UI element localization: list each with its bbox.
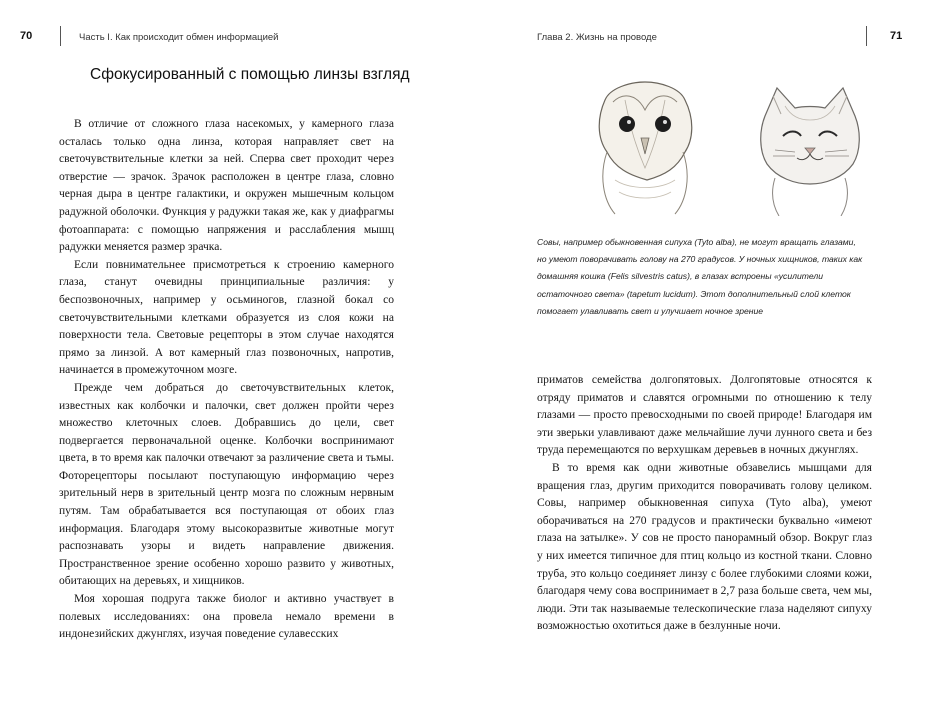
section-title: Сфокусированный с помощью линзы взгляд: [90, 66, 410, 83]
paragraph: В отличие от сложного глаза насекомых, у камерного глаза осталась только одна линза, которая направляет свет на светочувствительные клетки за ней. Сперва свет проходит через отверстие — зрачок. Зрачок расположен в центре глаза, словно черная дыра в центре галактики, и окружен мышечным кольцом радужной оболочки. Функция у радужки такая же, как у диафрагмы фотоаппарата: с помощью напряжения и расслабления мышц радужки меняется размер зрачка.: [59, 118, 394, 254]
paragraph: В то время как одни животные обзавелись мышцами для вращения глаз, другим приходится поворачивать голову целиком. Совы, например обыкновенная сипуха (Tyto alba), умеют оборачиваться на 270 градусов и практически буквально «имеют глаза на затылке». У сов не просто панорамный обзор. Вокруг глаз у них имеется типичное для птиц кольцо из костной ткани. Словно труба, это кольцо соединяет линзу с более глубокими слоями кожи, благодаря чему сова воспринимает в 2,7 раза больше света, чем мы, люди. Эти так называемые телескопические глаза наделяют сипуху возможностью охотиться даже в безлунные ночи.: [537, 461, 872, 633]
right-body-text: [537, 372, 872, 636]
paragraph: Моя хорошая подруга также биолог и активно участвует в полевых исследованиях: она провела немало времени в индонезийских джунглях, изучая поведение сулавесских: [59, 593, 394, 641]
running-header-right: Глава 2. Жизнь на проводе: [537, 32, 657, 43]
page-number-right: 71: [890, 30, 903, 42]
left-body-text: [59, 116, 394, 644]
barn-owl-illustration: [585, 80, 705, 215]
page-number-left: 70: [20, 30, 33, 42]
cat-illustration: [755, 86, 865, 216]
header-divider-right: [866, 26, 867, 46]
paragraph: Если повнимательнее присмотреться к строению камерного глаза, станут очевидны принципиальные различия: у беспозвоночных, например у осьминогов, глазной бокал со светочувствительными клетками образуется из слоя кожи на поверхности тела. Световые рецепторы в этом случае находятся прямо за линзой. А вот камерный глаз позвоночных, напротив, начинается в промежуточном мозге.: [59, 258, 394, 377]
paragraph: Прежде чем добраться до светочувствительных клеток, известных как колбочки и палочки, свет должен пройти через множество клеточных слоев. Добравшись до цели, свет подвергается первоначальной оценке. Колбочки воспринимают цвета, в то время как палочки отвечают за различение света и тьмы. Фоторецепторы посылают поступающую информацию через зрительный нерв в зрительный центр мозга по сложным нервным путям. Там обрабатывается вся поступающая от обоих глаз информация. Благодаря этому высокоразвитые животные могут распознавать узоры и видеть направление движения. Пространственное зрение особенно хорошо развито у животных, обитающих на деревьях, и хищников.: [59, 381, 394, 588]
paragraph: приматов семейства долгопятовых. Долгопятовые относятся к отряду приматов и славятся огромными по отношению к телу глазами — просто превосходными по своей природе! Благодаря им эти зверьки улавливают даже мельчайшие лучи лунного света и без труда перемещаются по верхушкам деревьев в ночных джунглях.: [537, 374, 872, 457]
header-divider-left: [60, 26, 61, 46]
figure-caption: Совы, например обыкновенная сипуха (Tyto alba), не могут вращать глазами, но умеют поворачивать голову на 270 градусов. У ночных хищников, таких как домашняя кошка (Felis silvestris catus), в глазах встроены «усилители остаточного света» (tapetum lucidum). Этот дополнительный слой клеток помогает улавливать свет и улучшает ночное зрение: [537, 237, 863, 316]
running-header-left: Часть I. Как происходит обмен информацией: [79, 32, 279, 43]
